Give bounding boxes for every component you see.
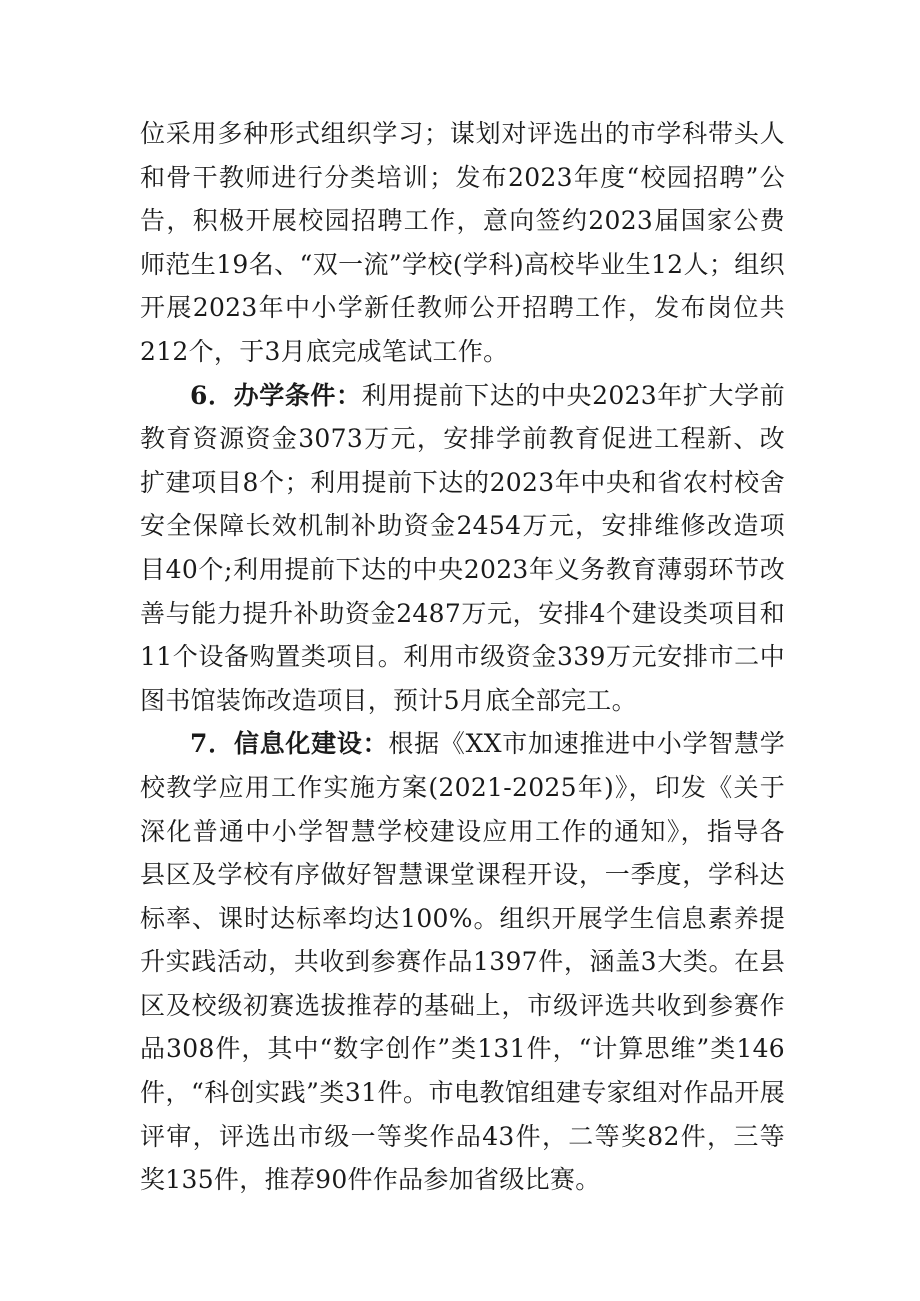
section-6-heading: 6．办学条件： bbox=[190, 380, 362, 410]
section-7-heading: 7．信息化建设： bbox=[190, 729, 389, 759]
section-7-body: 根据《XX市加速推进中小学智慧学校教学应用工作实施方案(2021-2025年)》，印发《关于深化普通中小学智慧学校建设应用工作的通知》，指导各县区及学校有序做好智慧课堂课程开设，一季度，学科达标率、课时达标率均达100%。组织开展学生信息素养提升实践活动，共收到参赛作品1397件，涵盖3大类。在县区及校级初赛选拔推荐的基础上，市级评选共收到参赛作品308件，其中“数字创作”类131件，“计算思维”类146件，“科创实践”类31件。市电教馆组建专家组对作品开展评审，评选出市级一等奖作品43件，二等奖82件，三等奖135件，推荐90件作品参加省级比赛。 bbox=[140, 729, 785, 1195]
section-7-paragraph bbox=[140, 722, 785, 1202]
section-6-paragraph bbox=[140, 374, 785, 723]
section-6-body: 利用提前下达的中央2023年扩大学前教育资源资金3073万元，安排学前教育促进工程新、改扩建项目8个；利用提前下达的2023年中央和省农村校舍安全保障长效机制补助资金2454万元，安排维修改造项目40个;利用提前下达的中央2023年义务教育薄弱环节改善与能力提升补助资金2487万元，安排4个建设类项目和11个设备购置类项目。利用市级资金339万元安排市二中图书馆装饰改造项目，预计5月底全部完工。 bbox=[140, 380, 785, 715]
paragraph-continuation: 位采用多种形式组织学习；谋划对评选出的市学科带头人和骨干教师进行分类培训；发布2023年度“校园招聘”公告，积极开展校园招聘工作，意向签约2023届国家公费师范生19名、“双一流”学校(学科)高校毕业生12人；组织开展2023年中小学新任教师公开招聘工作，发布岗位共212个，于3月底完成笔试工作。 bbox=[140, 119, 785, 366]
document-body bbox=[140, 112, 785, 1202]
